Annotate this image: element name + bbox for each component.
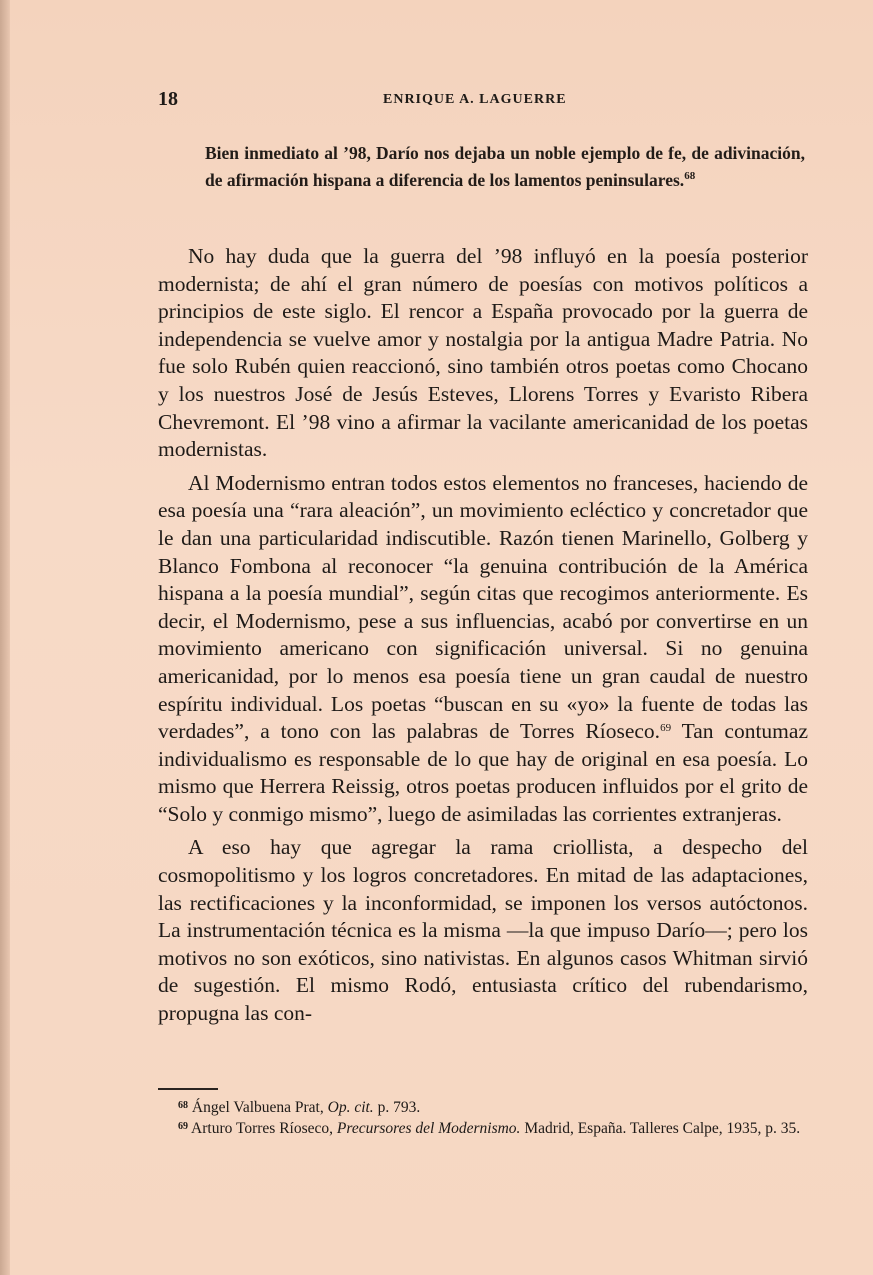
footnote-title: Op. cit. bbox=[327, 1099, 374, 1116]
page-header bbox=[158, 88, 808, 112]
footnote-mark: 68 bbox=[178, 1100, 188, 1111]
footnote-divider bbox=[158, 1088, 218, 1090]
block-quote-text: Bien inmediato al ’98, Darío nos dejaba un noble ejemplo de fe, de adivinación, de afirmación hispana a diferencia de los lamentos peninsulares. bbox=[205, 143, 805, 190]
footnotes bbox=[158, 1096, 808, 1138]
footnote-text-post: p. 793. bbox=[373, 1099, 421, 1116]
footnote-text-pre: Ángel Valbuena Prat, bbox=[191, 1099, 328, 1116]
page-number: 18 bbox=[158, 88, 178, 110]
footnote-ref-68: 68 bbox=[684, 170, 696, 182]
paragraph-2-part-a: Al Modernismo entran todos estos elementos no franceses, haciendo de esa poesía una “rara aleación”, un movimiento ecléctico y concretador que le dan una particularidad indiscutible. Razón tienen Marinello, Golberg y Blanco Fombona al reconocer “la genuina contribución de la América hispana a la poesía mundial”, según citas que recogimos anteriormente. Es decir, el Modernismo, pese a sus influencias, acabó por convertirse en un movimiento americano con significación universal. Si no genuina americanidad, por lo menos esa poesía tiene un gran caudal de nuestro espíritu individual. Los poetas “buscan en su «yo» la fuente de todas las verdades”, a tono con las palabras de Torres Ríoseco. bbox=[158, 470, 808, 744]
paragraph-2-part-b: Tan contumaz individualismo es responsable de lo que hay de original en esa poesía. Lo mismo que Herrera Reissig, otros poetas producen influidos por el grito de “Solo y conmigo mismo”, luego de asimiladas las corrientes extranjeras. bbox=[158, 719, 808, 826]
footnote-text-post: Madrid, España. Talleres Calpe, 1935, p. 35. bbox=[520, 1120, 801, 1137]
block-quote bbox=[205, 140, 805, 194]
paragraph-1: No hay duda que la guerra del ’98 influyó en la poesía posterior modernista; de ahí el gran número de poesías con motivos políticos a principios de este siglo. El rencor a España provocado por la guerra de independencia se vuelve amor y nostalgia por la antigua Madre Patria. No fue solo Rubén quien reaccionó, sino también otros poetas como Chocano y los nuestros José de Jesús Esteves, Llorens Torres y Evaristo Ribera Chevremont. El ’98 vino a afirmar la vacilante americanidad de los poetas modernistas. bbox=[158, 244, 808, 462]
footnote-mark: 69 bbox=[178, 1121, 188, 1132]
footnote-title: Precursores del Modernismo. bbox=[336, 1120, 521, 1137]
paragraph-3: A eso hay que agregar la rama criollista, a despecho del cosmopolitismo y los logros concretadores. En mitad de las adaptaciones, las rectificaciones y la inconformidad, se imponen los versos autóctonos. La instrumentación técnica es la misma —la que impuso Darío—; pero los motivos no son exóticos, sino nativistas. En algunos casos Whitman sirvió de sugestión. El mismo Rodó, entusiasta crítico del rubendarismo, propugna las con- bbox=[158, 835, 808, 1026]
running-head-author: ENRIQUE A. LAGUERRE bbox=[383, 92, 567, 107]
paragraph-2 bbox=[158, 470, 808, 829]
page-left-edge-shadow bbox=[0, 0, 10, 1275]
footnote-68 bbox=[158, 1096, 808, 1117]
footnote-text-pre: Arturo Torres Ríoseco, bbox=[191, 1120, 337, 1137]
footnote-69 bbox=[158, 1117, 808, 1138]
body-text bbox=[158, 243, 808, 1028]
footnote-ref-69: 69 bbox=[660, 722, 672, 735]
